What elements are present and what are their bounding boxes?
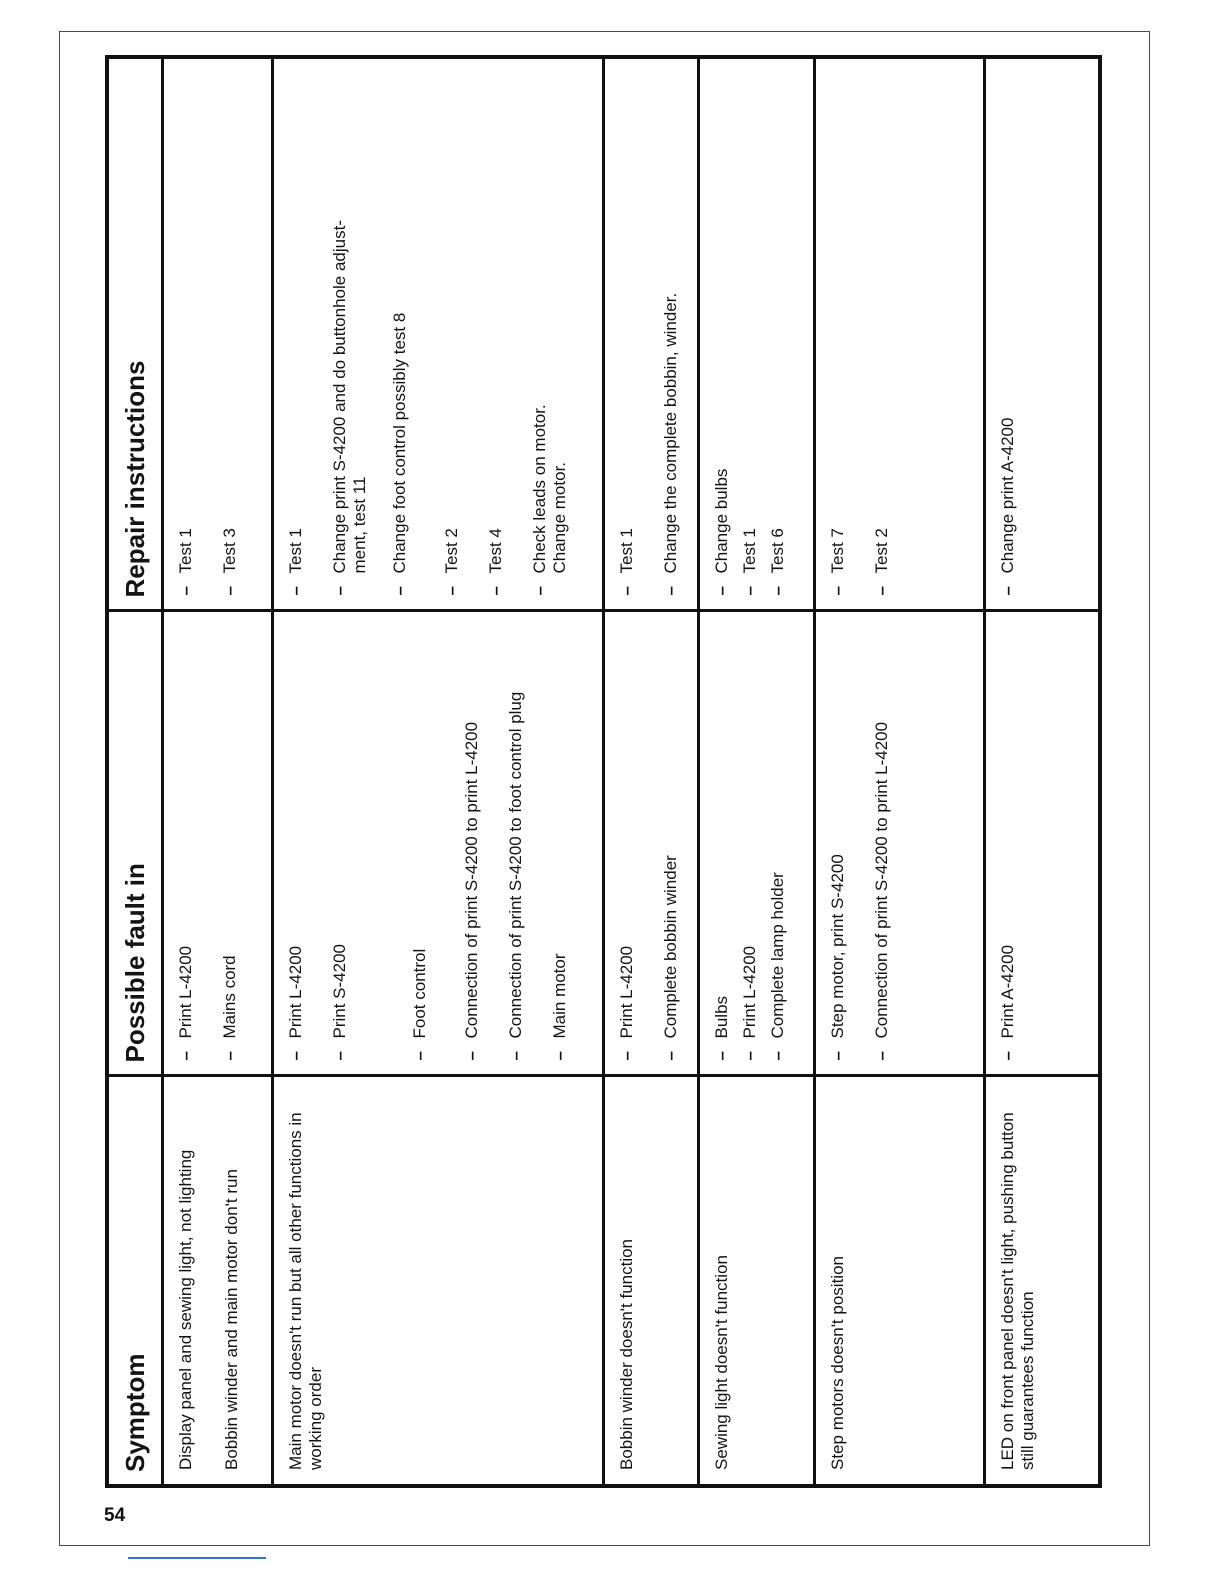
dash-bullet: –	[768, 586, 788, 596]
table-row	[163, 57, 273, 1486]
fault-text: Step motor, print S-4200	[827, 854, 847, 1039]
page-number: 54	[104, 1505, 126, 1526]
dash-bullet: –	[998, 586, 1018, 596]
fault-text: Print L-4200	[617, 945, 637, 1039]
repair-text: Change bulbs	[712, 468, 732, 574]
fault-text: Print L-4200	[740, 945, 760, 1039]
repair-text: Change the complete bobbin, winder.	[661, 292, 681, 574]
list-item	[828, 627, 848, 1061]
fault-text: Print L-4200	[286, 945, 306, 1039]
rotated-table-area	[105, 59, 1102, 1488]
repair-text: Test 2	[442, 528, 462, 574]
list-item	[550, 627, 570, 1061]
fault-cell	[814, 611, 984, 1076]
fault-cell	[604, 611, 699, 1076]
dash-bullet: –	[827, 586, 847, 596]
list-item	[530, 73, 570, 596]
dash-bullet: –	[286, 586, 306, 596]
repair-cell	[699, 57, 814, 611]
dash-bullet: –	[768, 1051, 788, 1061]
symptom-text: Main motor doesn't run but all other functions in working order	[286, 1112, 326, 1470]
symptom-cell	[699, 1076, 814, 1486]
repair-text: Test 1	[176, 528, 195, 574]
list-item	[286, 73, 306, 596]
symptom-text: LED on front panel doesn't light, pushing button still guarantees function	[998, 1112, 1038, 1470]
list-item	[390, 73, 410, 596]
dash-bullet: –	[871, 586, 891, 596]
fault-text: Main motor	[550, 953, 570, 1039]
symptom-cell	[985, 1076, 1100, 1486]
list-item	[462, 627, 482, 1061]
list-item	[740, 627, 760, 1061]
dash-bullet: –	[740, 1051, 760, 1061]
fault-text: Bulbs	[712, 995, 732, 1039]
list-item	[506, 627, 526, 1061]
symptom-cell	[604, 1076, 699, 1486]
list-item	[661, 73, 681, 596]
list-item	[220, 627, 240, 1061]
dash-bullet: –	[176, 586, 195, 596]
dash-bullet: –	[330, 1051, 350, 1061]
repair-text: Change print A-4200	[998, 417, 1018, 574]
repair-cell	[163, 57, 273, 611]
list-item	[617, 627, 637, 1061]
repair-text: Check leads on motor. Change motor.	[530, 404, 570, 574]
symptom-cell	[814, 1076, 984, 1486]
list-item	[872, 73, 892, 596]
list-item	[410, 627, 430, 1061]
dash-bullet: –	[506, 1051, 526, 1061]
dash-bullet: –	[617, 586, 637, 596]
dash-bullet: –	[530, 586, 550, 596]
table-row	[985, 57, 1100, 1486]
list-item	[617, 73, 637, 596]
list-item	[220, 73, 240, 596]
dash-bullet: –	[286, 1051, 306, 1061]
list-item	[998, 73, 1018, 596]
list-item	[286, 627, 306, 1061]
repair-text: Test 7	[827, 528, 847, 574]
list-item	[486, 73, 506, 596]
dash-bullet: –	[550, 1051, 570, 1061]
list-item	[176, 73, 196, 596]
fault-cell	[699, 611, 814, 1076]
dash-bullet: –	[712, 586, 732, 596]
repair-text: Test 1	[740, 528, 760, 574]
header-row	[107, 57, 163, 1486]
symptom-text: Sewing light doesn't function	[712, 1255, 732, 1470]
repair-cell	[814, 57, 984, 611]
fault-text: Print A-4200	[998, 944, 1018, 1039]
symptom-text: Bobbin winder and main motor don't run	[222, 1169, 241, 1470]
table-row	[699, 57, 814, 1486]
list-item	[442, 73, 462, 596]
repair-text: Change print S-4200 and do buttonhole adjust- ment, test 11	[330, 220, 370, 574]
fault-text: Connection of print S-4200 to foot control plug	[506, 691, 526, 1039]
dash-bullet: –	[617, 1051, 637, 1061]
dash-bullet: –	[740, 586, 760, 596]
dash-bullet: –	[176, 1051, 195, 1061]
fault-text: Mains cord	[220, 955, 239, 1039]
repair-cell	[273, 57, 604, 611]
list-item	[661, 627, 681, 1061]
dash-bullet: –	[827, 1051, 847, 1061]
fault-cell	[273, 611, 604, 1076]
dash-bullet: –	[220, 1051, 239, 1061]
repair-cell	[985, 57, 1100, 611]
repair-text: Test 4	[486, 528, 506, 574]
symptom-text: Bobbin winder doesn't function	[617, 1238, 637, 1470]
fault-text: Complete lamp holder	[768, 872, 788, 1039]
repair-text: Test 1	[617, 528, 637, 574]
fault-text: Print S-4200	[330, 944, 350, 1039]
dash-bullet: –	[330, 586, 350, 596]
repair-text: Change foot control possibly test 8	[390, 312, 410, 574]
blue-underline-mark	[128, 1557, 266, 1559]
list-item	[712, 73, 732, 596]
list-item	[828, 73, 848, 596]
list-item	[330, 627, 350, 1061]
symptom-text: Step motors doesn't position	[827, 1256, 847, 1470]
symptom-cell	[273, 1076, 604, 1486]
list-item	[768, 627, 788, 1061]
fault-text: Connection of print S-4200 to print L-4200	[462, 721, 482, 1039]
repair-table	[105, 55, 1102, 1488]
repair-text: Test 3	[220, 528, 239, 574]
dash-bullet: –	[220, 586, 239, 596]
dash-bullet: –	[410, 1051, 430, 1061]
list-item	[712, 627, 732, 1061]
list-item	[872, 627, 892, 1061]
dash-bullet: –	[661, 1051, 681, 1061]
dash-bullet: –	[871, 1051, 891, 1061]
fault-text: Foot control	[410, 948, 430, 1039]
symptom-text: Display panel and sewing light, not lighting	[176, 1149, 195, 1470]
fault-text: Connection of print S-4200 to print L-4200	[871, 721, 891, 1039]
table-row	[273, 57, 604, 1486]
fault-cell	[163, 611, 273, 1076]
list-item	[998, 627, 1018, 1061]
dash-bullet: –	[486, 586, 506, 596]
fault-cell	[985, 611, 1100, 1076]
dash-bullet: –	[712, 1051, 732, 1061]
dash-bullet: –	[998, 1051, 1018, 1061]
repair-text: Test 2	[871, 528, 891, 574]
dash-bullet: –	[390, 586, 410, 596]
repair-text: Test 1	[286, 528, 306, 574]
header-possible-fault: Possible fault in	[107, 611, 163, 1076]
rotated-table-content	[105, 59, 1102, 1488]
symptom-cell	[163, 1076, 273, 1486]
repair-cell	[604, 57, 699, 611]
fault-text: Complete bobbin winder	[661, 855, 681, 1039]
repair-text: Test 6	[768, 528, 788, 574]
list-item	[740, 73, 760, 596]
table-row	[604, 57, 699, 1486]
header-repair-instructions: Repair instructions	[107, 57, 163, 611]
table-row	[814, 57, 984, 1486]
list-item	[176, 627, 196, 1061]
fault-text: Print L-4200	[176, 945, 195, 1039]
list-item	[768, 73, 788, 596]
dash-bullet: –	[462, 1051, 482, 1061]
dash-bullet: –	[442, 586, 462, 596]
list-item	[330, 73, 370, 596]
header-symptom: Symptom	[107, 1076, 163, 1486]
dash-bullet: –	[661, 586, 681, 596]
